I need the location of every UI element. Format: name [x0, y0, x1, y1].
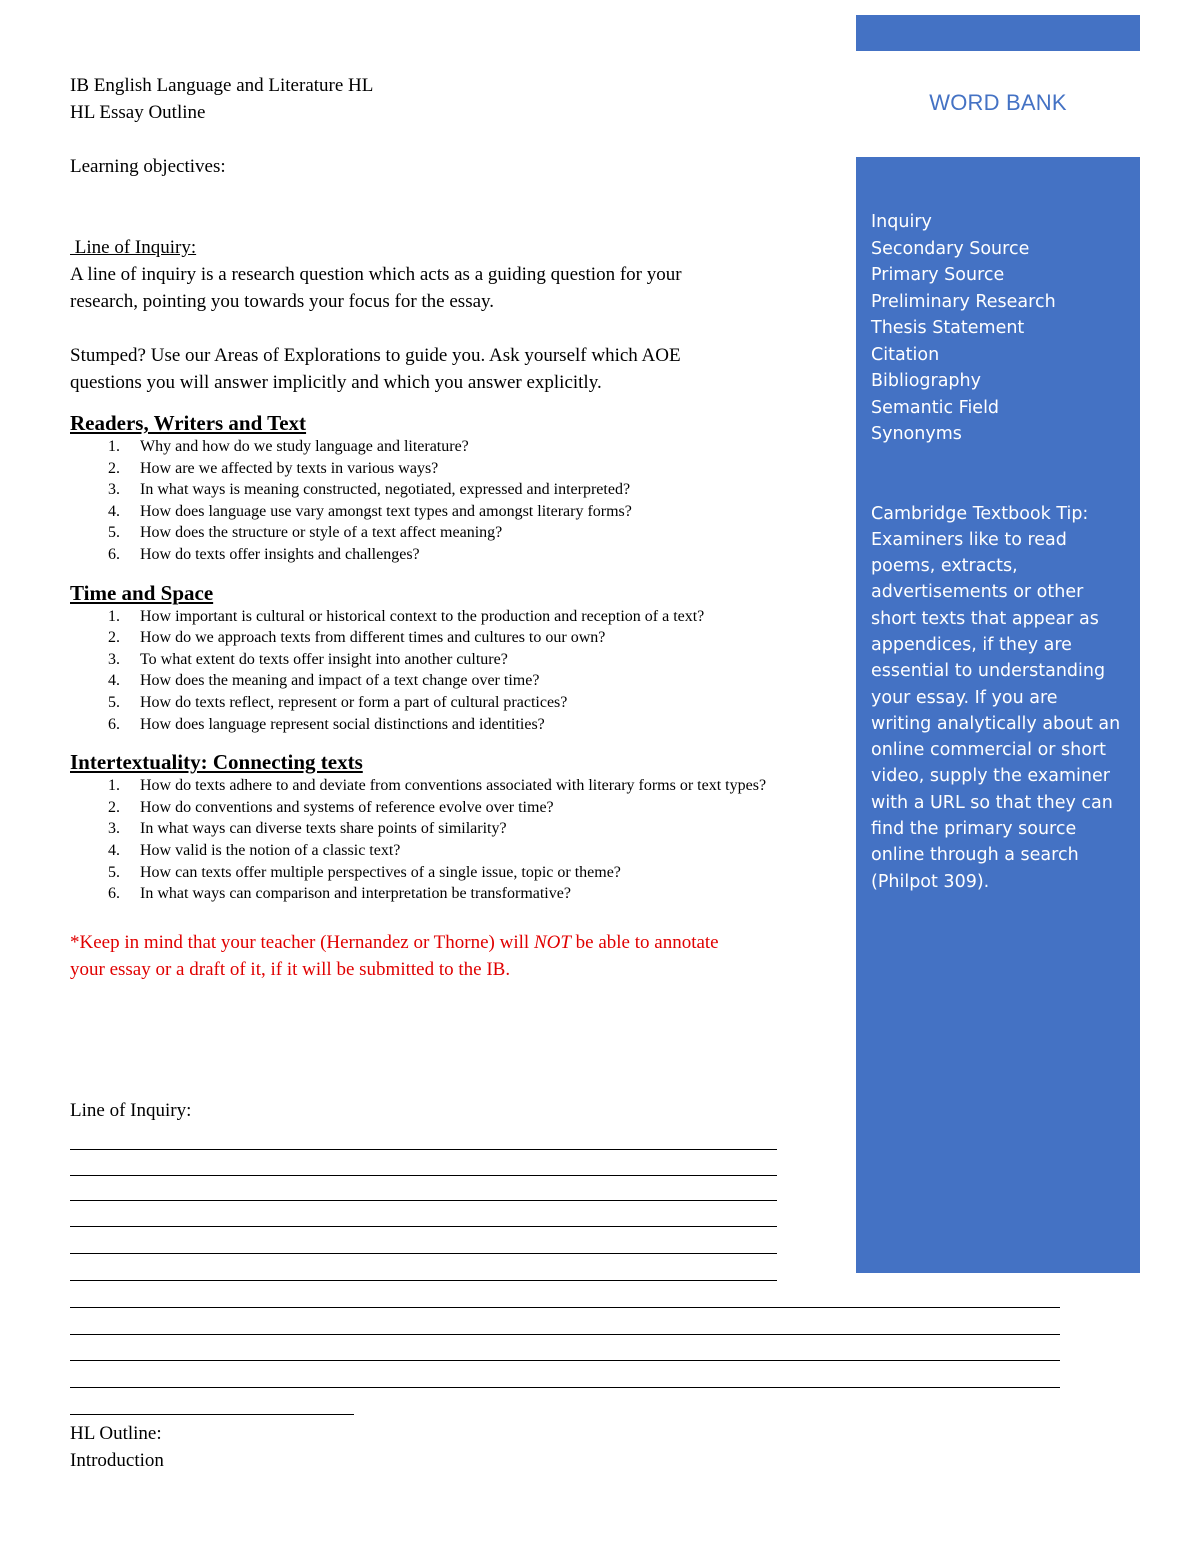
- tip-line: (Philpot 309).: [871, 871, 990, 892]
- answer-line[interactable]: [70, 1253, 777, 1254]
- question-number: 6.: [108, 715, 120, 733]
- word-bank-term: Synonyms: [871, 424, 962, 444]
- inquiry-description: A line of inquiry is a research question which acts as a guiding question for your: [70, 264, 682, 285]
- question-text: How do we approach texts from different times and cultures to our own?: [140, 629, 606, 647]
- word-bank-term: Inquiry: [871, 212, 932, 232]
- question-text: Why and how do we study language and literature?: [140, 438, 469, 455]
- inquiry-heading: Line of Inquiry:: [70, 237, 197, 258]
- question-number: 1.: [108, 438, 120, 455]
- question-item: [70, 670, 830, 692]
- question-text: How do texts reflect, represent or form a part of cultural practices?: [140, 693, 568, 711]
- question-number: 6.: [108, 885, 120, 903]
- question-number: 4.: [108, 502, 120, 520]
- stumped-text: questions you will answer implicitly and which you answer explicitly.: [70, 372, 602, 393]
- question-item: [70, 840, 830, 862]
- document-title: HL Essay Outline: [70, 102, 206, 123]
- outline-label: HL Outline:: [70, 1423, 162, 1444]
- answer-line[interactable]: [70, 1280, 777, 1281]
- answer-line[interactable]: [70, 1387, 1060, 1388]
- word-bank-header-bar: [856, 15, 1140, 51]
- question-item: [70, 692, 830, 714]
- question-item: [70, 649, 830, 671]
- question-number: 2.: [108, 798, 120, 816]
- tip-line: with a URL so that they can: [871, 792, 1113, 813]
- question-text: How do texts adhere to and deviate from conventions associated with literary forms or text types?: [140, 777, 767, 795]
- word-bank-term: Preliminary Research: [871, 291, 1056, 312]
- inquiry-description: research, pointing you towards your focus for the essay.: [70, 291, 495, 312]
- question-list: [70, 606, 830, 736]
- question-text: In what ways can comparison and interpretation be transformative?: [140, 885, 571, 903]
- question-item: [70, 501, 830, 523]
- tip-line: Cambridge Textbook Tip:: [871, 503, 1089, 524]
- course-title: IB English Language and Literature HL: [70, 75, 374, 96]
- question-item: [70, 544, 830, 566]
- question-number: 4.: [108, 672, 120, 690]
- tip-line: video, supply the examiner: [871, 766, 1110, 787]
- objectives-label: Learning objectives:: [70, 156, 226, 177]
- tip-line: poems, extracts,: [871, 556, 1018, 577]
- question-number: 3.: [108, 481, 120, 499]
- section-title: Intertextuality: Connecting texts: [70, 750, 363, 775]
- question-item: [70, 714, 830, 736]
- answer-line[interactable]: [70, 1307, 1060, 1308]
- question-item: [70, 797, 830, 819]
- tip-line: writing analytically about an: [871, 713, 1121, 734]
- word-bank-title: WORD BANK: [929, 90, 1067, 115]
- answer-line[interactable]: [70, 1360, 1060, 1361]
- introduction-label: Introduction: [70, 1450, 164, 1471]
- question-number: 3.: [108, 820, 120, 838]
- section-title: Time and Space: [70, 580, 214, 605]
- question-number: 5.: [108, 863, 120, 881]
- question-number: 3.: [108, 650, 120, 668]
- question-number: 4.: [108, 841, 120, 859]
- answer-line[interactable]: [70, 1200, 777, 1201]
- textbook-tip: [871, 501, 1132, 895]
- question-text: How do texts offer insights and challenges?: [140, 545, 420, 563]
- word-bank-term: Secondary Source: [871, 238, 1030, 259]
- word-bank-term: Citation: [871, 344, 940, 365]
- answer-line[interactable]: [70, 1149, 777, 1150]
- question-item: [70, 627, 830, 649]
- answer-line[interactable]: [70, 1414, 354, 1415]
- question-text: How are we affected by texts in various ways?: [140, 459, 439, 477]
- question-item: [70, 458, 830, 480]
- question-item: [70, 436, 830, 458]
- question-number: 5.: [108, 524, 120, 542]
- question-text: How does the structure or style of a text affect meaning?: [140, 524, 503, 542]
- question-item: [70, 883, 830, 905]
- word-bank-term: Primary Source: [871, 265, 1005, 285]
- tip-line: advertisements or other: [871, 582, 1084, 603]
- document-body: [70, 72, 830, 983]
- question-text: How do conventions and systems of reference evolve over time?: [140, 798, 554, 816]
- question-item: [70, 479, 830, 501]
- question-number: 5.: [108, 693, 120, 711]
- question-text: How does language represent social distinctions and identities?: [140, 715, 545, 733]
- question-number: 2.: [108, 459, 120, 477]
- answer-line[interactable]: [70, 1175, 777, 1176]
- teacher-warning: *Keep in mind that your teacher (Hernandez or Thorne) will NOT be able to annotate your essay or a draft of it, if it will be submitted to the IB.: [70, 931, 719, 980]
- question-list: [70, 775, 830, 905]
- question-text: How important is cultural or historical context to the production and reception of a text?: [140, 607, 705, 625]
- tip-line: online commercial or short: [871, 740, 1107, 761]
- outline-section: [70, 1420, 164, 1474]
- question-item: [70, 606, 830, 628]
- question-item: [70, 818, 830, 840]
- word-bank-term: Bibliography: [871, 371, 981, 391]
- aoe-sections: [70, 411, 830, 905]
- tip-line: essential to understanding: [871, 661, 1106, 682]
- tip-line: appendices, if they are: [871, 634, 1072, 655]
- answer-line[interactable]: [70, 1334, 1060, 1335]
- word-bank-terms: [871, 209, 1132, 448]
- question-item: [70, 522, 830, 544]
- answer-line[interactable]: [70, 1226, 777, 1227]
- question-item: [70, 775, 830, 797]
- tip-line: online through a search: [871, 845, 1079, 866]
- word-bank-term: Semantic Field: [871, 397, 1000, 418]
- question-text: How valid is the notion of a classic text?: [140, 841, 401, 859]
- question-number: 1.: [108, 607, 120, 625]
- question-text: In what ways is meaning constructed, negotiated, expressed and interpreted?: [140, 481, 631, 499]
- question-text: To what extent do texts offer insight into another culture?: [140, 650, 508, 668]
- question-text: How does language use vary amongst text types and amongst literary forms?: [140, 502, 632, 520]
- stumped-text: Stumped? Use our Areas of Explorations to guide you. Ask yourself which AOE: [70, 345, 681, 366]
- tip-line: find the primary source: [871, 819, 1077, 840]
- question-list: [70, 436, 830, 566]
- tip-line: short texts that appear as: [871, 608, 1099, 629]
- tip-line: Examiners like to read: [871, 529, 1067, 550]
- question-text: In what ways can diverse texts share points of similarity?: [140, 820, 507, 838]
- tip-line: your essay. If you are: [871, 687, 1058, 708]
- question-item: [70, 862, 830, 884]
- question-number: 1.: [108, 777, 120, 795]
- word-bank-panel: [856, 157, 1140, 1273]
- section-title: Readers, Writers and Text: [70, 411, 307, 435]
- question-text: How can texts offer multiple perspectives of a single issue, topic or theme?: [140, 863, 621, 881]
- question-number: 2.: [108, 629, 120, 647]
- question-text: How does the meaning and impact of a text change over time?: [140, 672, 540, 690]
- question-number: 6.: [108, 545, 120, 563]
- word-bank-term: Thesis Statement: [871, 318, 1025, 338]
- line-of-inquiry-label: Line of Inquiry:: [70, 1100, 192, 1121]
